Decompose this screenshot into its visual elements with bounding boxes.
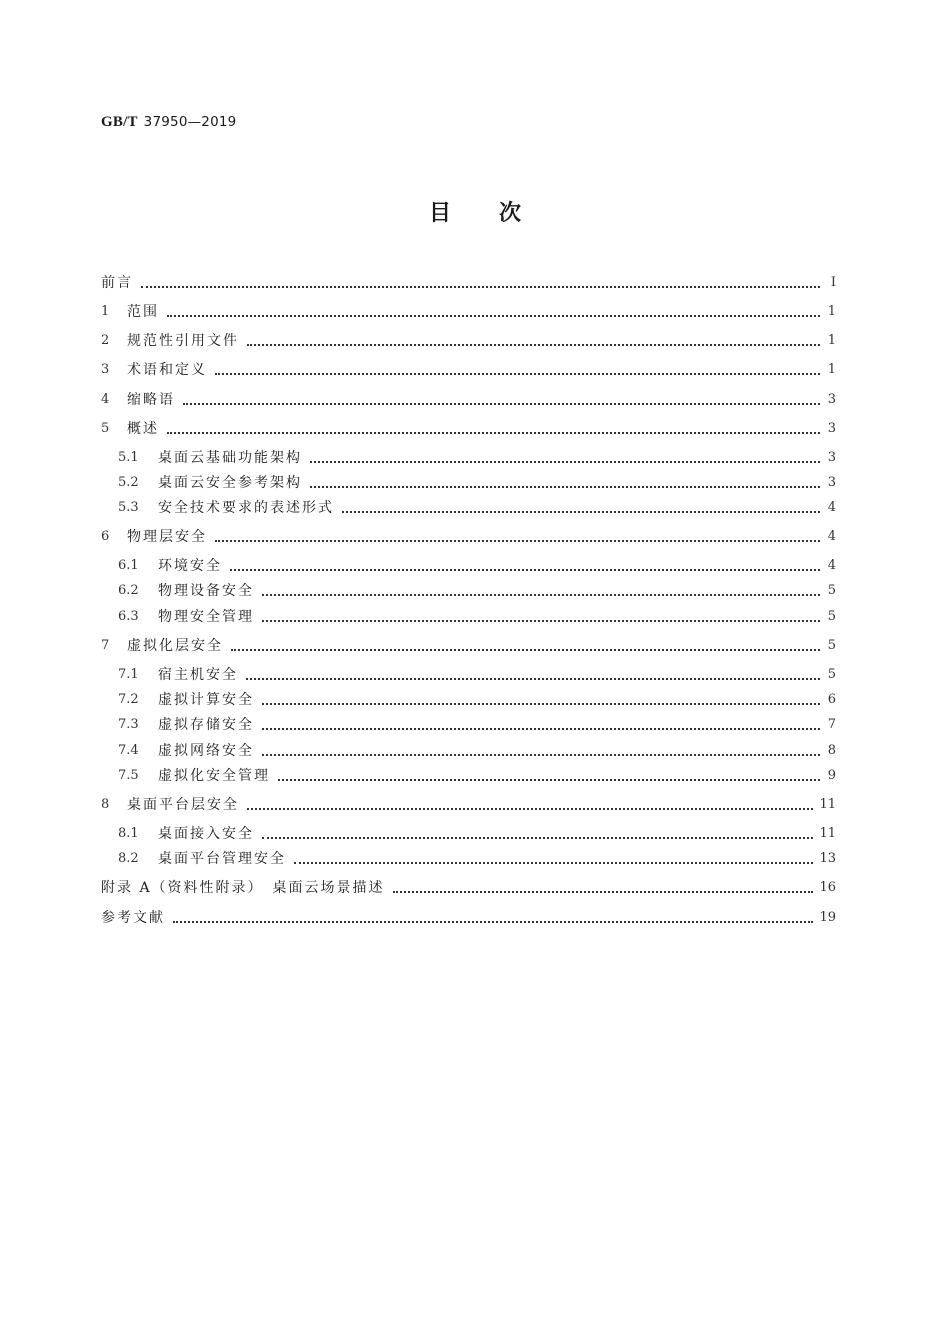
toc-entry-title: 附录 A（资料性附录） 桌面云场景描述 <box>101 880 385 896</box>
dot-leader <box>262 727 820 730</box>
toc-entry-page: 16 <box>819 880 836 895</box>
toc-entry[interactable] <box>118 690 836 710</box>
toc-entry-number: 7.5 <box>118 768 139 783</box>
dot-leader <box>141 285 820 288</box>
toc-entry-title: 物理层安全 <box>127 529 207 545</box>
toc-entry-title: 宿主机安全 <box>158 667 238 683</box>
toc-entry-number: 8.2 <box>118 851 139 866</box>
dot-leader <box>247 343 820 346</box>
toc-entry-page: 1 <box>827 304 836 319</box>
toc-entry-title: 桌面接入安全 <box>158 826 254 842</box>
toc-entry-number: 8 <box>101 797 110 812</box>
dot-leader <box>167 314 820 317</box>
toc-entry[interactable] <box>118 448 836 468</box>
dot-leader <box>310 460 820 463</box>
toc-entry-number: 7.4 <box>118 743 139 758</box>
toc-entry-number: 3 <box>101 362 110 377</box>
toc-entry-page: 4 <box>827 558 836 573</box>
toc-entry[interactable] <box>101 878 836 898</box>
toc-entry[interactable] <box>101 273 836 293</box>
toc-entry[interactable] <box>101 419 836 439</box>
toc-entry-page: 9 <box>827 768 836 783</box>
toc-entry-page: I <box>830 275 836 290</box>
toc-entry-page: 5 <box>827 667 836 682</box>
toc-entry-number: 6.3 <box>118 609 139 624</box>
toc-title: 目次 <box>428 201 569 226</box>
standard-code <box>101 114 236 131</box>
toc-entry[interactable] <box>118 473 836 493</box>
toc-entry[interactable] <box>118 498 836 518</box>
toc-entry-title: 虚拟化层安全 <box>127 638 223 654</box>
dot-leader <box>262 702 820 705</box>
toc-entry-page: 1 <box>827 333 836 348</box>
toc-entry-title: 桌面平台管理安全 <box>158 851 286 867</box>
toc-entry-page: 11 <box>819 797 836 812</box>
toc-entry-number: 5.3 <box>118 500 139 515</box>
toc-entry[interactable] <box>118 556 836 576</box>
toc-entry-number: 2 <box>101 333 110 348</box>
toc-entry-page: 11 <box>819 826 836 841</box>
dot-leader <box>262 836 813 839</box>
toc-entry-page: 1 <box>827 362 836 377</box>
toc-entry-number: 5.2 <box>118 475 139 490</box>
toc-entry[interactable] <box>118 766 836 786</box>
dot-leader <box>246 677 820 680</box>
toc-entry[interactable] <box>101 331 836 351</box>
toc-entry-number: 7.2 <box>118 692 139 707</box>
toc-entry-page: 13 <box>819 851 836 866</box>
toc-entry-title: 范围 <box>127 304 159 320</box>
toc-entry[interactable] <box>101 636 836 656</box>
toc-entry-page: 4 <box>827 500 836 515</box>
toc-entry[interactable] <box>118 715 836 735</box>
toc-entry[interactable] <box>118 581 836 601</box>
toc-entry-page: 3 <box>827 421 836 436</box>
toc-entry-page: 6 <box>827 692 836 707</box>
toc-entry[interactable] <box>101 360 836 380</box>
dot-leader <box>342 510 820 513</box>
toc-entry[interactable] <box>118 849 836 869</box>
toc-entry-number: 7.1 <box>118 667 139 682</box>
standard-prefix: GB/T <box>101 114 138 130</box>
toc-entry-page: 7 <box>827 717 836 732</box>
toc-entry-number: 6.1 <box>118 558 139 573</box>
toc-entry[interactable] <box>101 302 836 322</box>
toc-entry-title: 桌面平台层安全 <box>127 797 239 813</box>
toc-entry-number: 8.1 <box>118 826 139 841</box>
toc-entry-number: 4 <box>101 392 110 407</box>
toc-entry[interactable] <box>101 908 836 928</box>
dot-leader <box>183 402 820 405</box>
dot-leader <box>294 861 813 864</box>
toc-entry-page: 3 <box>827 475 836 490</box>
dot-leader <box>167 431 820 434</box>
toc-entry-title: 环境安全 <box>158 558 222 574</box>
toc-entry-title: 虚拟网络安全 <box>158 743 254 759</box>
dot-leader <box>262 753 820 756</box>
toc-entry-title: 术语和定义 <box>127 362 207 378</box>
toc-entry-title: 物理安全管理 <box>158 609 254 625</box>
toc-entry-title: 安全技术要求的表述形式 <box>158 500 334 516</box>
toc-entry-title: 概述 <box>127 421 159 437</box>
toc-entry-page: 8 <box>827 743 836 758</box>
dot-leader <box>262 593 820 596</box>
toc-entry-page: 5 <box>827 583 836 598</box>
toc-entry[interactable] <box>118 741 836 761</box>
toc-entry[interactable] <box>118 824 836 844</box>
toc-entry-number: 1 <box>101 304 110 319</box>
dot-leader <box>278 778 820 781</box>
toc-entry-page: 4 <box>827 529 836 544</box>
toc-entry-page: 5 <box>827 638 836 653</box>
toc-entry-title: 桌面云安全参考架构 <box>158 475 302 491</box>
toc-entry-page: 3 <box>827 392 836 407</box>
toc-entry[interactable] <box>118 665 836 685</box>
toc-entry-title: 物理设备安全 <box>158 583 254 599</box>
dot-leader <box>310 485 820 488</box>
toc-entry-number: 7 <box>101 638 110 653</box>
toc-entry-title: 虚拟计算安全 <box>158 692 254 708</box>
toc-entry-page: 3 <box>827 450 836 465</box>
toc-entry-title: 虚拟存储安全 <box>158 717 254 733</box>
dot-leader <box>247 807 813 810</box>
toc-entry[interactable] <box>101 527 836 547</box>
toc-entry-page: 5 <box>827 609 836 624</box>
dot-leader <box>262 619 820 622</box>
toc-entry[interactable] <box>118 607 836 627</box>
toc-entry-title: 缩略语 <box>127 392 175 408</box>
dot-leader <box>173 920 813 923</box>
toc-entry[interactable] <box>101 795 836 815</box>
standard-number: 37950—2019 <box>143 114 237 130</box>
toc-entry-number: 6 <box>101 529 110 544</box>
dot-leader <box>230 568 820 571</box>
dot-leader <box>393 890 814 893</box>
toc-entry-number: 5 <box>101 421 110 436</box>
dot-leader <box>215 539 820 542</box>
toc-entry-title: 虚拟化安全管理 <box>158 768 270 784</box>
toc-entry-number: 6.2 <box>118 583 139 598</box>
toc-entry[interactable] <box>101 390 836 410</box>
dot-leader <box>231 648 820 651</box>
toc-entry-page: 19 <box>819 910 836 925</box>
dot-leader <box>215 372 820 375</box>
toc-entry-title: 参考文献 <box>101 910 165 926</box>
toc-entry-number: 7.3 <box>118 717 139 732</box>
toc-entry-title: 规范性引用文件 <box>127 333 239 349</box>
toc-entry-title: 桌面云基础功能架构 <box>158 450 302 466</box>
toc-entry-number: 5.1 <box>118 450 139 465</box>
toc-entry-title: 前言 <box>101 275 133 291</box>
